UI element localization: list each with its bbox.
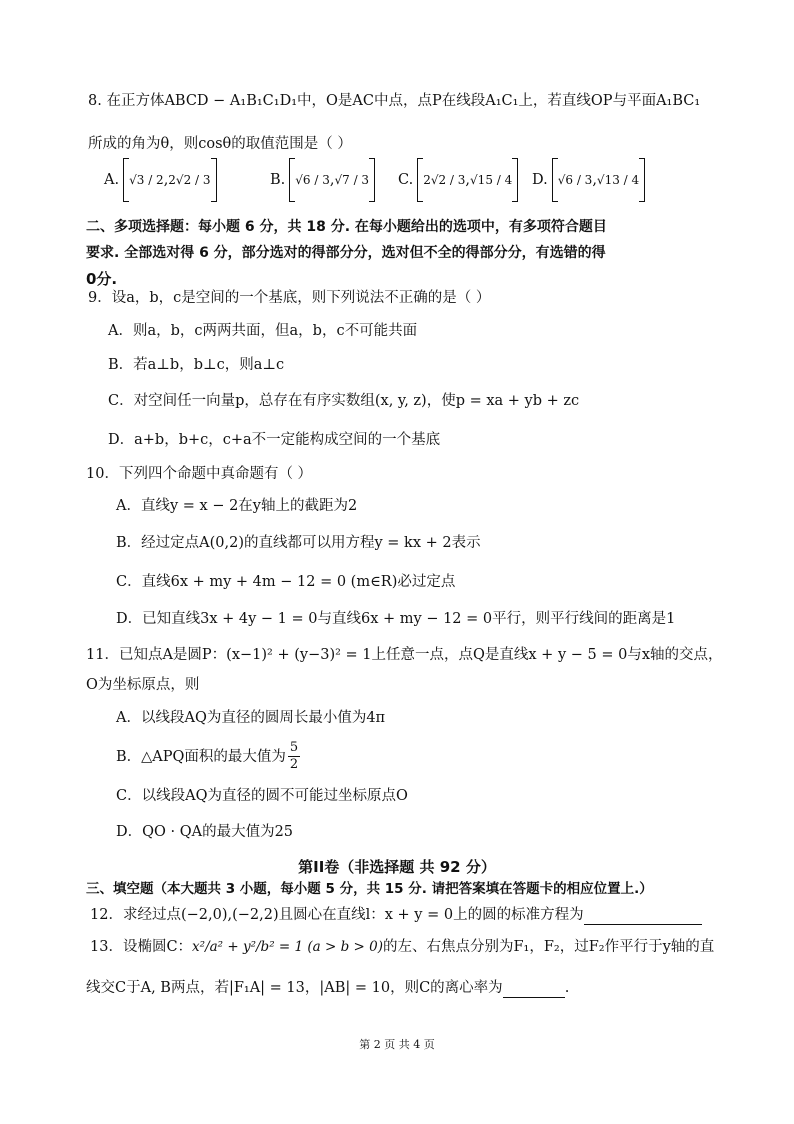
interval-upper: √7 / 3: [334, 173, 370, 187]
section-2-line1: 二、多项选择题：每小题 6 分，共 18 分. 在每小题给出的选项中，有多项符合题目: [86, 219, 607, 235]
q10-stem: 10．下列四个命题中真命题有（ ）: [86, 466, 313, 482]
interval-upper: 2√2 / 3: [168, 173, 211, 187]
interval-bracket: 2√2 / 3 , √15 / 4: [417, 158, 518, 202]
interval-bracket: √6 / 3 , √7 / 3: [289, 158, 375, 202]
interval-bracket: √3 / 2 , 2√2 / 3: [123, 158, 216, 202]
q11-option-b: [116, 740, 302, 773]
interval-bracket: √6 / 3 , √13 / 4: [552, 158, 645, 202]
page-footer: 第 2 页 共 4 页: [359, 1038, 435, 1051]
q13-answer-blank[interactable]: [503, 983, 565, 998]
q9-stem: 9．设a，b，c是空间的一个基底，则下列说法不正确的是（ ）: [88, 290, 491, 306]
q11-option-b-text: B．△APQ面积的最大值为: [116, 748, 286, 765]
option-letter: C.: [398, 172, 414, 188]
q9-option-c: C．对空间任一向量p，总存在有序实数组(x, y, z)，使p = xa + yb + zc: [108, 393, 580, 409]
q11-line2: O为坐标原点，则: [86, 677, 200, 693]
q13-text-post: 的左、右焦点分别为F₁，F₂，过F₂作平行于y轴的直: [383, 939, 715, 955]
q11-line1: 11．已知点A是圆P：(x−1)² + (y−3)² = 1上任意一点，点Q是直线x + y − 5 = 0与x轴的交点，: [86, 647, 723, 663]
q13-text-pre: 13．设椭圆C：: [90, 939, 193, 955]
q8-options: [104, 155, 664, 205]
section-3-heading: 三、填空题（本大题共 3 小题，每小题 5 分，共 15 分. 请把答案填在答题卡的相应位置上.）: [86, 881, 653, 897]
section-2-line2: 要求. 全部选对得 6 分，部分选对的得部分分，选对但不全的得部分分，有选错的得: [86, 245, 606, 261]
fraction-numerator: 5: [289, 740, 299, 755]
q10-option-d: D．已知直线3x + 4y − 1 = 0与直线6x + my − 12 = 0平行，则平行线间的距离是1: [116, 611, 676, 627]
option-letter: B.: [270, 172, 286, 188]
q11-option-a: A．以线段AQ为直径的圆周长最小值为4π: [116, 710, 386, 726]
q13-line1: [90, 937, 714, 957]
option-letter: D.: [532, 172, 548, 188]
q12-answer-blank[interactable]: [584, 910, 702, 925]
fraction-denominator: 2: [289, 757, 299, 772]
q11-option-b-fraction: [288, 740, 300, 773]
q13-line2: 线交C于A, B两点，若|F₁A| = 13，|AB| = 10，则C的离心率为 .: [86, 980, 570, 996]
section-2-heading: [86, 214, 646, 292]
interval-lower: √3 / 2: [129, 173, 164, 187]
q10-option-c: C．直线6x + my + 4m − 12 = 0 (m∈R)必过定点: [116, 574, 456, 590]
q10-option-a: A．直线y = x − 2在y轴上的截距为2: [116, 498, 358, 514]
q12-text: 12．求经过点(−2,0),(−2,2)且圆心在直线l：x + y = 0上的圆的标准方程为: [90, 907, 584, 923]
q8-line2: 所成的角为θ，则cosθ的取值范围是（ ）: [88, 136, 352, 152]
q11-option-d: D．QO · QA的最大值为25: [116, 824, 294, 840]
q8-option-d: [532, 155, 645, 205]
q12: [90, 905, 702, 925]
q8-option-c: [398, 155, 518, 205]
interval-lower: √6 / 3: [557, 173, 593, 187]
q10-option-b: B．经过定点A(0,2)的直线都可以用方程y = kx + 2表示: [116, 535, 481, 551]
q9-option-a: A．则a，b，c两两共面，但a，b，c不可能共面: [108, 323, 418, 339]
q9-option-b: B．若a⊥b，b⊥c，则a⊥c: [108, 357, 285, 373]
q13-line2-text: 线交C于A, B两点，若|F₁A| = 13，|AB| = 10，则C的离心率为: [86, 980, 503, 996]
interval-lower: 2√2 / 3: [423, 173, 466, 187]
q11-option-c: C．以线段AQ为直径的圆不可能过坐标原点O: [116, 788, 408, 804]
q9-option-d: D．a+b，b+c，c+a不一定能构成空间的一个基底: [108, 432, 441, 448]
q8-option-b: [270, 155, 375, 205]
q8-option-a: [104, 155, 217, 205]
q8-line1: 8. 在正方体ABCD − A₁B₁C₁D₁中，O是AC中点，点P在线段A₁C₁上，若直线OP与平面A₁BC₁: [88, 93, 701, 109]
q13-equation: x²/a² + y²/b² = 1 (a > b > 0): [192, 939, 383, 955]
option-letter: A.: [104, 172, 120, 188]
part-2-title: 第II卷（非选择题 共 92 分）: [298, 858, 496, 876]
interval-lower: √6 / 3: [295, 173, 330, 187]
interval-upper: √13 / 4: [596, 173, 640, 187]
interval-upper: √15 / 4: [470, 173, 513, 187]
section-2-line3: 0分.: [86, 270, 118, 288]
